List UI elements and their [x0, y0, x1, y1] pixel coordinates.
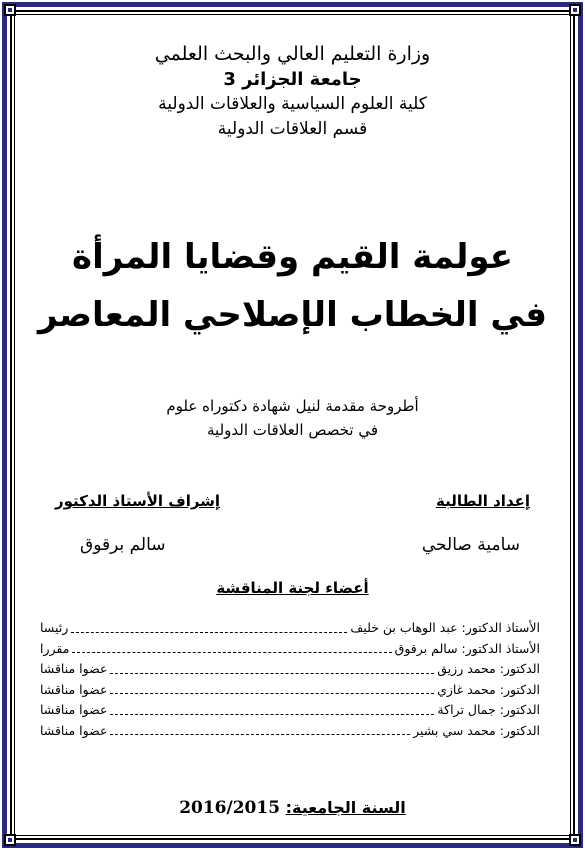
- list-item: [40, 659, 540, 680]
- thesis-specialty: في تخصص العلاقات الدولية: [207, 421, 378, 439]
- supervision-label: إشراف الأستاذ الدكتور: [55, 492, 221, 510]
- member-role: عضوا مناقشا: [40, 722, 108, 738]
- corner-ornament-icon: [4, 834, 16, 846]
- dotted-leader: [110, 680, 434, 695]
- list-item: [40, 618, 540, 639]
- member-role: مقررا: [40, 640, 70, 656]
- member-name: الأستاذ الدكتور: عبد الوهاب بن خليف: [350, 620, 540, 635]
- supervisor-name: سالم برقوق: [80, 535, 166, 555]
- member-name: الدكتور: محمد رزيق: [437, 661, 540, 676]
- member-role: عضوا مناقشا: [40, 702, 108, 717]
- faculty-name: كلية العلوم السياسية والعلاقات الدولية: [158, 94, 427, 114]
- page-content: [20, 20, 565, 830]
- list-item: [40, 680, 540, 701]
- department-name: قسم العلاقات الدولية: [217, 119, 368, 139]
- member-role: عضوا مناقشا: [40, 661, 108, 676]
- committee-heading-block: [20, 578, 565, 597]
- corner-ornament-icon: [4, 4, 16, 16]
- corner-ornament-icon: [569, 4, 581, 16]
- committee-heading: أعضاء لجنة المناقشة: [216, 579, 369, 597]
- list-item: [40, 639, 540, 660]
- dotted-leader: [72, 639, 391, 654]
- dotted-leader: [110, 700, 434, 715]
- member-name: الدكتور: جمال تراكة: [437, 702, 540, 717]
- member-name: الدكتور: محمد غازي: [437, 681, 540, 697]
- member-name: الأستاذ الدكتور: سالم برقوق: [394, 640, 540, 656]
- thesis-title-line-2: في الخطاب الإصلاحي المعاصر: [37, 295, 548, 335]
- header-block: [20, 42, 565, 142]
- dotted-leader: [110, 721, 410, 736]
- member-name: الدكتور: محمد سي بشير: [413, 722, 540, 738]
- corner-ornament-icon: [569, 834, 581, 846]
- ministry-name: وزارة التعليم العالي والبحث العلمي: [154, 43, 431, 65]
- thesis-description: [20, 394, 565, 442]
- member-role: عضوا مناقشا: [40, 681, 108, 697]
- preparation-label: إعداد الطالبة: [436, 492, 530, 510]
- academic-year-label: السنة الجامعية:: [285, 798, 406, 817]
- member-role: رئيسا: [40, 620, 69, 635]
- thesis-title-line-1: عولمة القيم وقضايا المرأة: [72, 237, 513, 277]
- title-block: [20, 228, 565, 344]
- university-name: جامعة الجزائر 3: [223, 69, 362, 90]
- list-item: [40, 700, 540, 721]
- dotted-leader: [71, 618, 347, 633]
- thesis-degree: أطروحة مقدمة لنيل شهادة دكتوراه علوم: [166, 397, 419, 415]
- academic-year: [20, 798, 565, 818]
- dotted-leader: [110, 659, 434, 674]
- student-name: سامية صالحي: [421, 535, 520, 555]
- academic-year-value: 2016/2015: [179, 798, 281, 818]
- list-item: [40, 721, 540, 742]
- committee-list: [40, 618, 540, 741]
